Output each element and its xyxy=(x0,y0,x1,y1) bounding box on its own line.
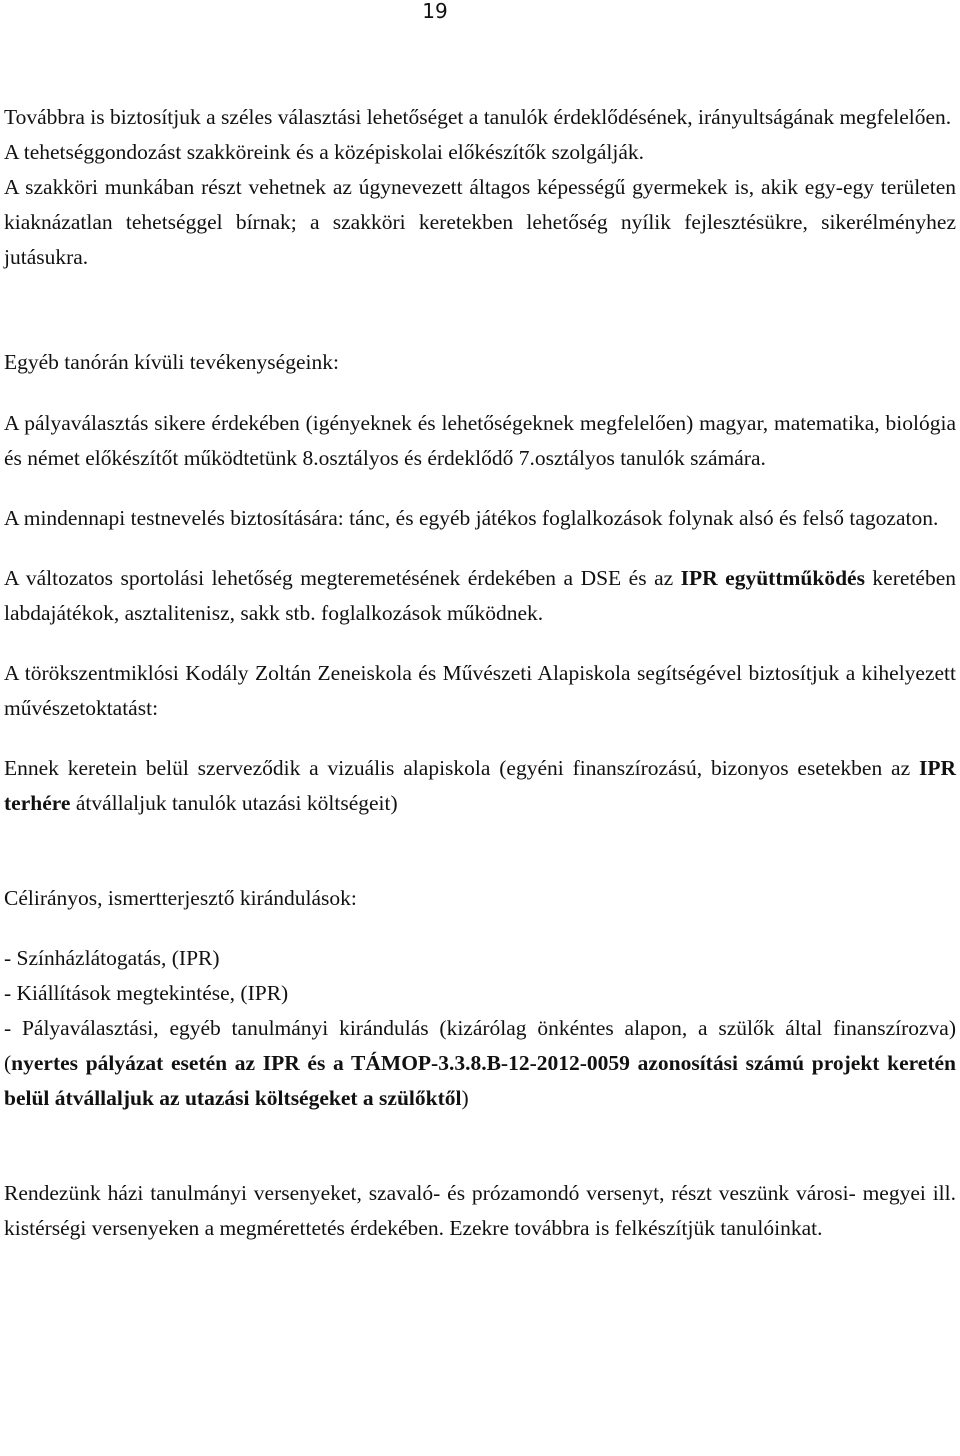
paragraph-talent-care: A tehetséggondozást szakköreink és a középiskolai előkészítők szolgálják. xyxy=(4,140,645,164)
career-trip-text-pre: - Pályaválasztási, egyéb tanulmányi kirándulás (kizárólag önkéntes alapon, a szülők által finanszírozva) ( xyxy=(4,1016,956,1075)
paragraph-daily-pe: A mindennapi testnevelés biztosítására: tánc, és egyéb játékos foglalkozások folynak alsó és felső tagozaton. xyxy=(4,506,939,530)
paragraph-wide-choice: Továbbra is biztosítjuk a széles választási lehetőséget a tanulók érdeklődésének, irányultságának megfelelően. xyxy=(4,105,952,129)
career-trip-text-bold: nyertes pályázat esetén az IPR és a TÁMOP-3.3.8.B-12-2012-0059 azonosítási számú projekt keretén belül átvállaljuk az utazási költségeket a szülőktől xyxy=(4,1051,956,1110)
visual-text-bold: IPR terhére xyxy=(4,756,956,815)
visual-text-post: átvállaljuk tanulók utazási költségeit) xyxy=(70,791,398,815)
heading-other-activities: Egyéb tanórán kívüli tevékenységeink: xyxy=(4,350,339,374)
sports-text-bold: IPR együttműködés xyxy=(680,566,865,590)
list-item-theatre: - Színházlátogatás, (IPR) xyxy=(4,946,220,970)
list-item-career-trip xyxy=(4,1011,956,1116)
heading-excursions: Célirányos, ismertterjesztő kirándulások: xyxy=(4,886,357,910)
document-body xyxy=(4,100,956,1246)
page-number: 19 xyxy=(422,0,448,23)
list-item-exhibitions: - Kiállítások megtekintése, (IPR) xyxy=(4,981,289,1005)
paragraph-art-school: A törökszentmiklósi Kodály Zoltán Zeneiskola és Művészeti Alapiskola segítségével biztosítjuk a kihelyezett művészetoktatást: xyxy=(4,661,956,720)
career-trip-text-post: ) xyxy=(461,1086,469,1110)
paragraph-visual-school xyxy=(4,751,956,821)
paragraph-career-choice: A pályaválasztás sikere érdekében (igényeknek és lehetőségeknek megfelelően) magyar, matematika, biológia és német előkészítőt működtetünk 8.osztályos és érdeklődő 7.osztályos tanulók számára. xyxy=(4,411,956,470)
visual-text-pre: Ennek keretein belül szerveződik a vizuális alapiskola (egyéni finanszírozású, bizonyos esetekben az xyxy=(4,756,919,780)
paragraph-clubs: A szakköri munkában részt vehetnek az úgynevezett áltagos képességű gyermekek is, akik egy-egy területen kiaknázatlan tehetséggel bírnak; a szakköri keretekben lehetőség nyílik fejlesztésükre, sikerélményhez jutásukra. xyxy=(4,175,956,269)
paragraph-competitions: Rendezünk házi tanulmányi versenyeket, szavaló- és prózamondó versenyt, részt veszünk városi- megyei ill. kistérségi versenyeken a megmérettetés érdekében. Ezekre továbbra is felkészítjük tanulóinkat. xyxy=(4,1181,956,1240)
sports-text-post: keretében labdajátékok, asztalitenisz, sakk stb. foglalkozások működnek. xyxy=(4,566,956,625)
paragraph-sports xyxy=(4,561,956,631)
sports-text-pre: A változatos sportolási lehetőség megteremetésének érdekében a DSE és az xyxy=(4,566,681,590)
